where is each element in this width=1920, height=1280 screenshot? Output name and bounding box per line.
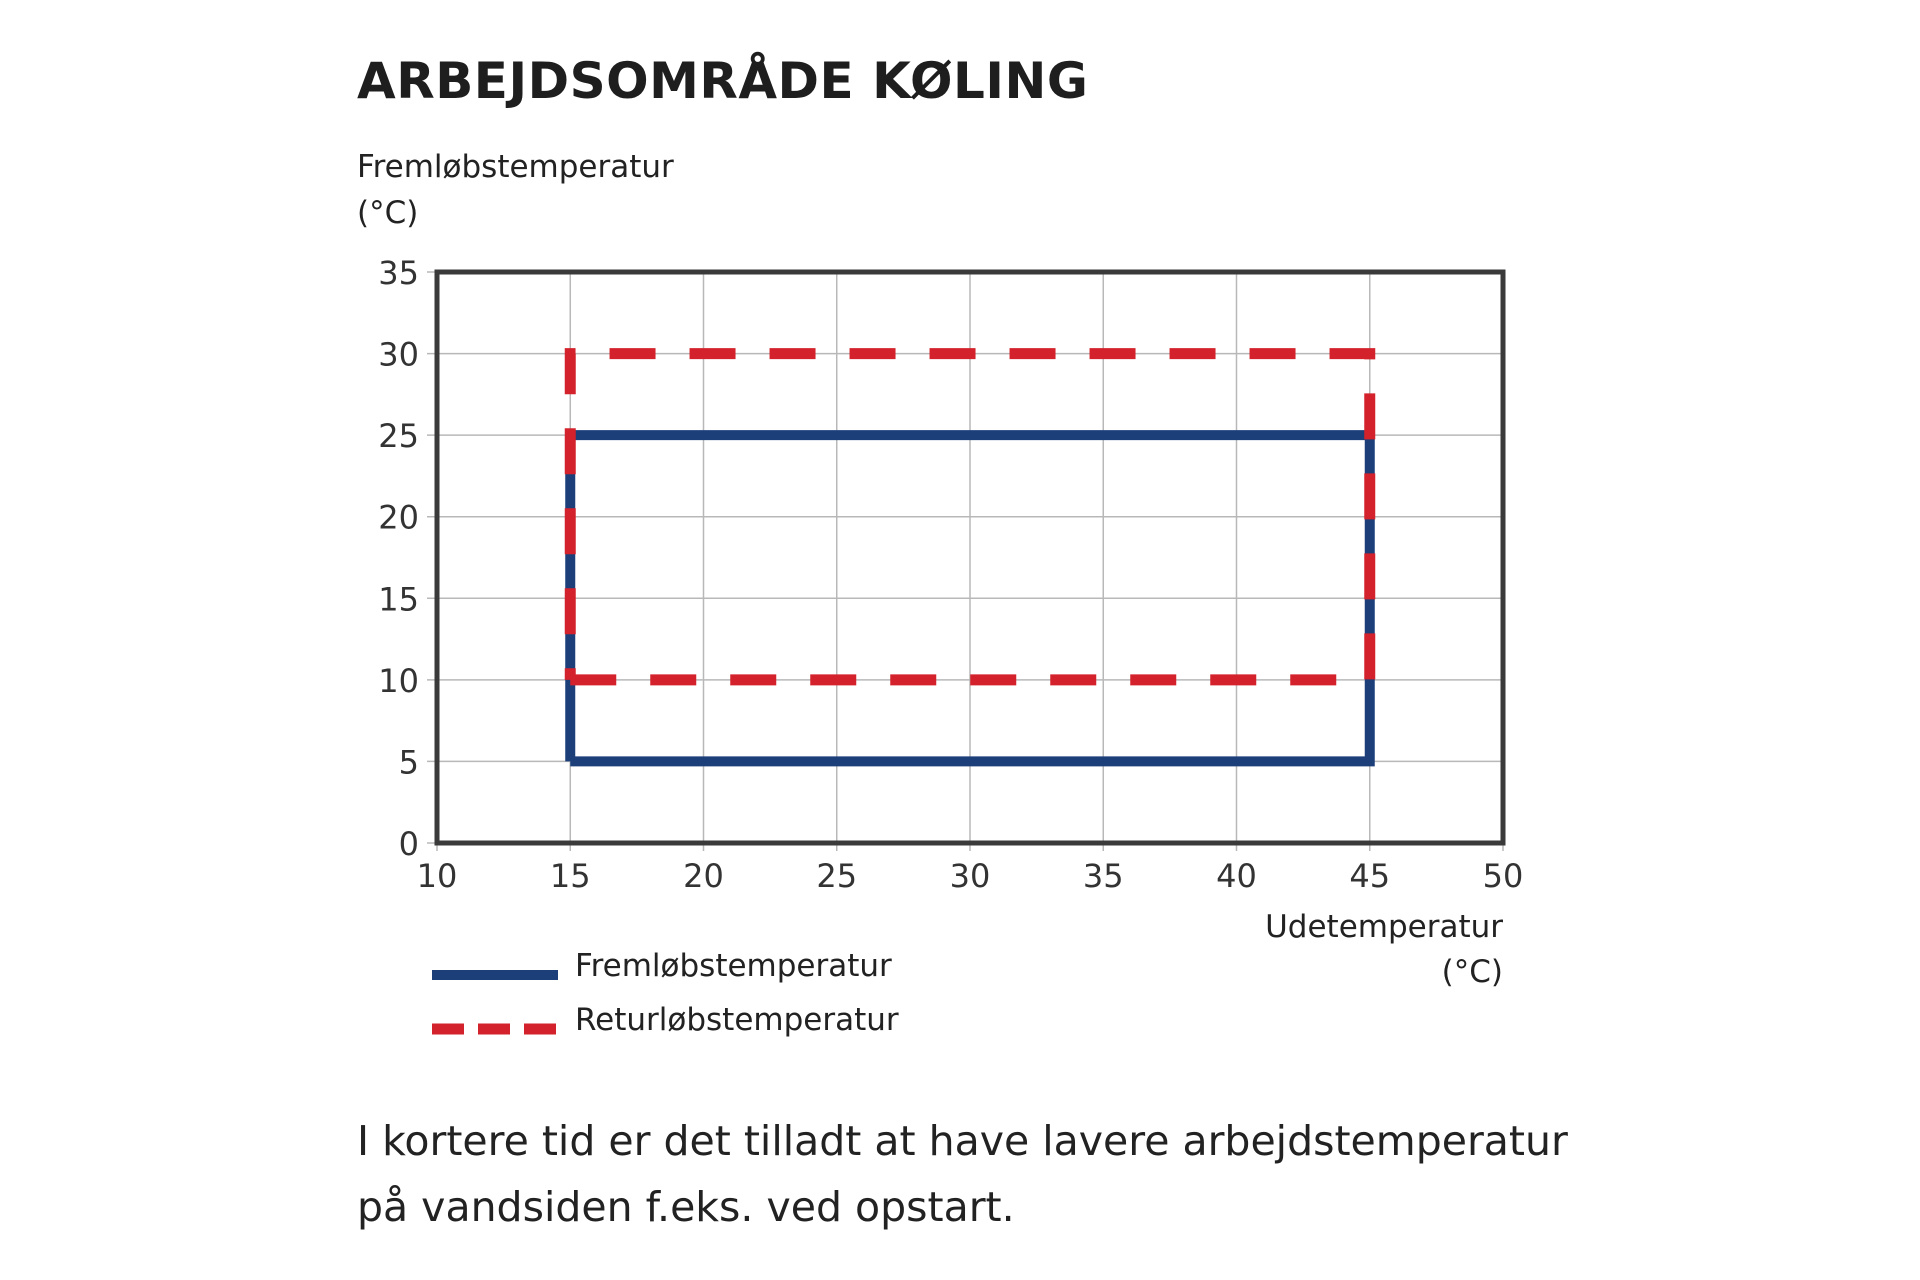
x-tick-label-40: 40 — [1216, 857, 1257, 895]
y-axis-label-line-2: (°C) — [357, 195, 419, 231]
y-tick-label-20: 20 — [378, 498, 419, 537]
y-tick-label-30: 30 — [378, 335, 419, 374]
x-tick-label-35: 35 — [1082, 857, 1124, 895]
x-axis-label-line-2: (°C) — [1441, 954, 1503, 990]
footnote-line-1: I kortere tid er det tilladt at have lavere arbejdstemperatur — [357, 1117, 1568, 1165]
y-tick-label-35: 35 — [378, 254, 419, 292]
x-tick-label-50: 50 — [1482, 857, 1524, 895]
y-axis-label-line-1: Fremløbstemperatur — [357, 149, 674, 185]
y-tick-label-25: 25 — [378, 417, 419, 456]
legend-label-0: Fremløbstemperatur — [575, 948, 892, 984]
y-tick-label-0: 0 — [398, 825, 419, 863]
x-tick-label-20: 20 — [683, 857, 724, 895]
x-tick-label-45: 45 — [1349, 857, 1391, 895]
x-tick-label-10: 10 — [416, 857, 458, 895]
legend-label-1: Returløbstemperatur — [575, 1002, 899, 1038]
chart-title: ARBEJDSOMRÅDE KØLING — [357, 52, 1089, 110]
y-tick-label-15: 15 — [378, 580, 419, 619]
footnote-line-2: på vandsiden f.eks. ved opstart. — [357, 1183, 1015, 1231]
legend — [432, 948, 899, 1038]
footnote-text — [357, 1108, 1657, 1240]
x-axis-label-line-1: Udetemperatur — [1265, 909, 1503, 945]
y-tick-label-10: 10 — [378, 661, 419, 700]
y-tick-label-5: 5 — [398, 743, 419, 782]
x-tick-label-30: 30 — [949, 857, 991, 895]
x-tick-label-15: 15 — [549, 857, 591, 895]
x-tick-label-25: 25 — [816, 857, 858, 895]
